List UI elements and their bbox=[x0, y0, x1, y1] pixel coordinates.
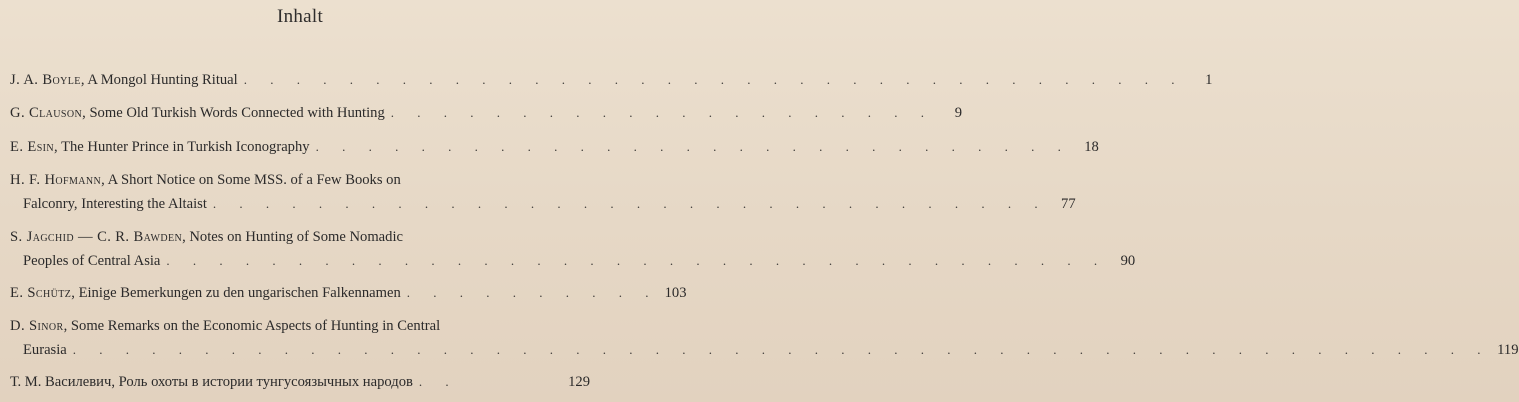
entry-page-number: 18 bbox=[1084, 139, 1099, 155]
dot-leader: . . bbox=[418, 374, 459, 389]
entry-page-number: 9 bbox=[954, 105, 962, 121]
entry-title: Роль охоты в истории тунгусоязычных народов bbox=[118, 374, 413, 390]
toc-entry bbox=[10, 135, 1099, 159]
toc-entry-line bbox=[10, 338, 1519, 362]
toc-entry-line: J. A. Boyle, A Mongol Hunting Ritual . . . . . . . . . . . . . . . . . . . . . . . . . . . . . . . . . . . . 1 bbox=[10, 68, 590, 92]
entry-title: Notes on Hunting of Some Nomadic bbox=[189, 229, 403, 245]
toc-entry bbox=[10, 68, 1213, 92]
toc-entry-line: G. Clauson, Some Old Turkish Words Connected with Hunting . . . . . . . . . . . . . . . . . . . . . 9 bbox=[10, 101, 590, 125]
entry-page-number: 77 bbox=[1061, 196, 1076, 212]
entry-title-continued: Falconry, Interesting the Altaist bbox=[23, 196, 207, 212]
toc-entry-line: E. Esin, The Hunter Prince in Turkish Iconography . . . . . . . . . . . . . . . . . . . . . . . . . . . . . 18 bbox=[10, 135, 590, 159]
dot-leader: . . . . . . . . . . . . . . . . . . . . . . . . . . . . . . . . . . . . . . . . . . . . . . . . . . . . . . bbox=[72, 342, 1491, 357]
dot-leader: . . . . . . . . . . . . . . . . . . . . . bbox=[390, 105, 934, 120]
toc-entry-line: S. Jagchid — C. R. Bawden, Notes on Hunting of Some Nomadic bbox=[10, 229, 403, 245]
entry-author: Т. М. Василевич bbox=[10, 374, 112, 390]
entry-author: E. Esin bbox=[10, 139, 55, 155]
dot-leader: . . . . . . . . . . . . . . . . . . . . . . . . . . . . . . . . . . . . bbox=[166, 253, 1108, 268]
entry-author: E. Schütz bbox=[10, 285, 72, 301]
toc-entry-line: E. Schütz, Einige Bemerkungen zu den ungarischen Falkennamen . . . . . . . . . . 103 bbox=[10, 281, 590, 305]
entry-page-number: 1 bbox=[1205, 72, 1213, 88]
toc-entry bbox=[10, 281, 687, 305]
entry-title: A Short Notice on Some MSS. of a Few Books on bbox=[107, 172, 401, 188]
dot-leader: . . . . . . . . . . bbox=[406, 285, 659, 300]
entry-title: Some Remarks on the Economic Aspects of Hunting in Central bbox=[70, 318, 441, 334]
entry-title-continued: Peoples of Central Asia bbox=[23, 253, 161, 269]
entry-author: G. Clauson bbox=[10, 105, 83, 121]
toc-entry bbox=[10, 225, 1136, 273]
entry-title: A Mongol Hunting Ritual bbox=[87, 72, 238, 88]
entry-page-number: 119 bbox=[1497, 342, 1519, 358]
toc-entry-line bbox=[10, 192, 1076, 216]
entry-author: S. Jagchid — C. R. Bawden bbox=[10, 229, 183, 245]
dot-leader: . . . . . . . . . . . . . . . . . . . . . . . . . . . . . . . . . . . . bbox=[243, 72, 1185, 87]
entry-title: Some Old Turkish Words Connected with Hunting bbox=[89, 105, 385, 121]
toc-entry-line: D. Sinor, Some Remarks on the Economic Aspects of Hunting in Central bbox=[10, 318, 441, 334]
entry-title: The Hunter Prince in Turkish Iconography bbox=[61, 139, 310, 155]
toc-entry-line bbox=[10, 249, 1136, 273]
page-title: Inhalt bbox=[276, 6, 324, 27]
entry-page-number: 129 bbox=[568, 374, 590, 390]
dot-leader: . . . . . . . . . . . . . . . . . . . . . . . . . . . . . bbox=[315, 139, 1071, 154]
entry-title: Einige Bemerkungen zu den ungarischen Falkennamen bbox=[78, 285, 401, 301]
toc-entry-line: H. F. Hofmann, A Short Notice on Some MSS. of a Few Books on bbox=[10, 172, 401, 188]
dot-leader: . . . . . . . . . . . . . . . . . . . . . . . . . . . . . . . . bbox=[212, 196, 1048, 211]
entry-title-continued: Eurasia bbox=[23, 342, 67, 358]
toc-entry bbox=[10, 370, 590, 394]
entry-page-number: 103 bbox=[664, 285, 687, 301]
entry-author: D. Sinor bbox=[10, 318, 64, 334]
toc-entry-line: Т. М. Василевич, Роль охоты в истории тунгусоязычных народов . . 129 bbox=[10, 370, 590, 394]
toc-entry bbox=[10, 314, 1519, 362]
toc-entry bbox=[10, 168, 1076, 216]
entry-author: H. F. Hofmann bbox=[10, 172, 102, 188]
toc-entry bbox=[10, 101, 962, 125]
entry-author: J. A. Boyle bbox=[10, 72, 81, 88]
entry-page-number: 90 bbox=[1120, 253, 1136, 269]
